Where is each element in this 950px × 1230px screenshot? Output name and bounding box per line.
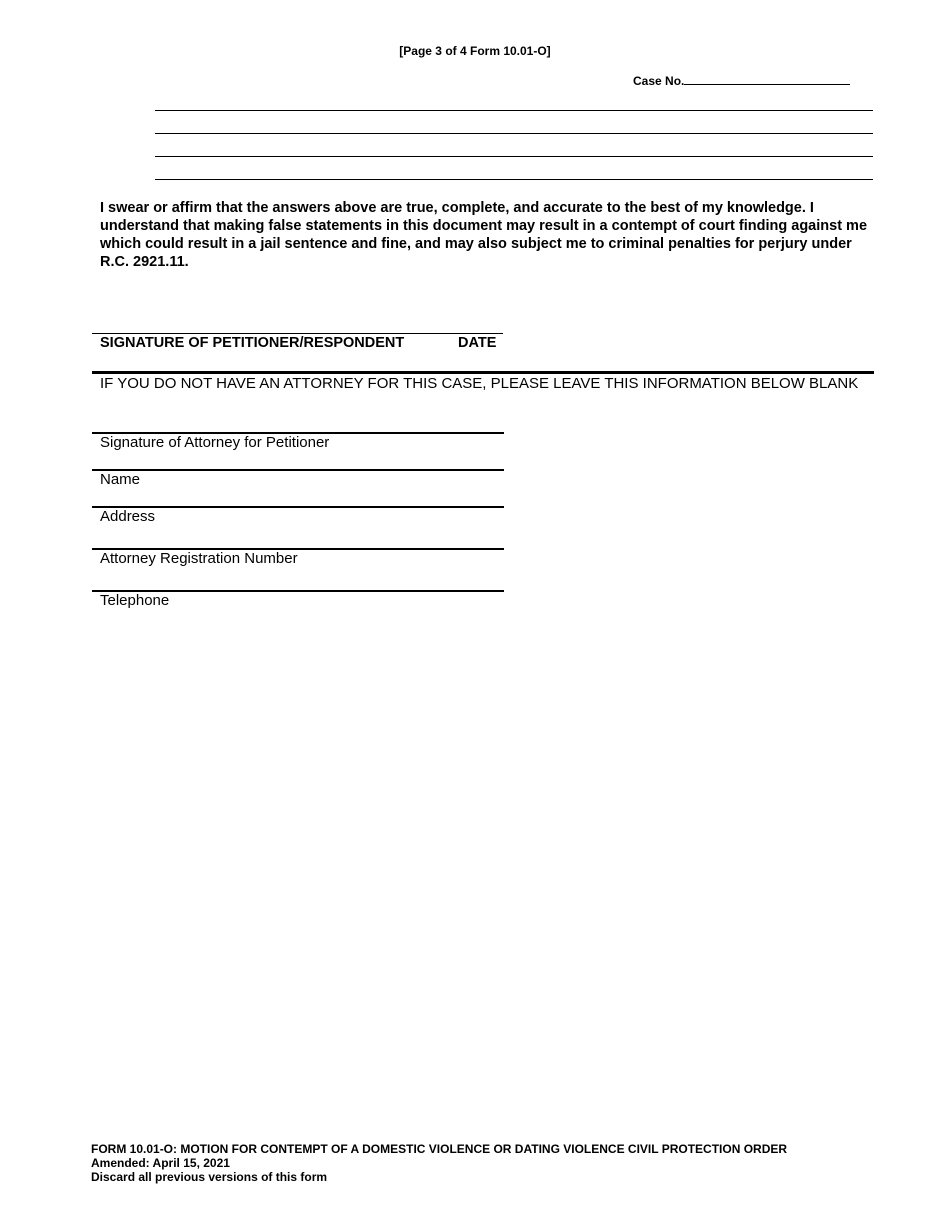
attorney-telephone-label: Telephone [100, 592, 170, 609]
attorney-name-line[interactable] [92, 469, 504, 471]
answer-line-3[interactable] [155, 156, 873, 157]
attorney-signature-label: Signature of Attorney for Petitioner [100, 434, 330, 451]
section-divider [92, 371, 874, 374]
attorney-notice: IF YOU DO NOT HAVE AN ATTORNEY FOR THIS CASE, PLEASE LEAVE THIS INFORMATION BELOW BLANK [100, 375, 859, 392]
footer-amended-date: Amended: April 15, 2021 [91, 1156, 230, 1170]
form-footer [91, 1142, 787, 1184]
case-number-field [633, 73, 850, 88]
date-label: DATE [458, 335, 497, 351]
signature-label: SIGNATURE OF PETITIONER/RESPONDENT [100, 335, 405, 351]
signature-line[interactable] [92, 333, 503, 334]
affirmation-statement: I swear or affirm that the answers above are true, complete, and accurate to the best of my knowledge. I understand that making false statements in this document may result in a contempt of court finding against me which could result in a jail sentence and fine, and may also subject me to criminal penalties for perjury under R.C. 2921.11. [100, 200, 868, 270]
footer-form-title: FORM 10.01-O: MOTION FOR CONTEMPT OF A DOMESTIC VIOLENCE OR DATING VIOLENCE CIVIL PROTECTION ORDER [91, 1142, 788, 1156]
attorney-name-label: Name [100, 471, 141, 488]
answer-line-1[interactable] [155, 110, 873, 111]
case-number-label: Case No. [633, 74, 685, 88]
page-indicator: [Page 3 of 4 Form 10.01-O] [399, 44, 551, 58]
answer-line-2[interactable] [155, 133, 873, 134]
case-number-blank[interactable] [684, 73, 850, 85]
attorney-registration-label: Attorney Registration Number [100, 550, 298, 567]
attorney-address-label: Address [100, 508, 156, 525]
answer-line-4[interactable] [155, 179, 873, 180]
footer-discard-notice: Discard all previous versions of this form [91, 1170, 328, 1184]
